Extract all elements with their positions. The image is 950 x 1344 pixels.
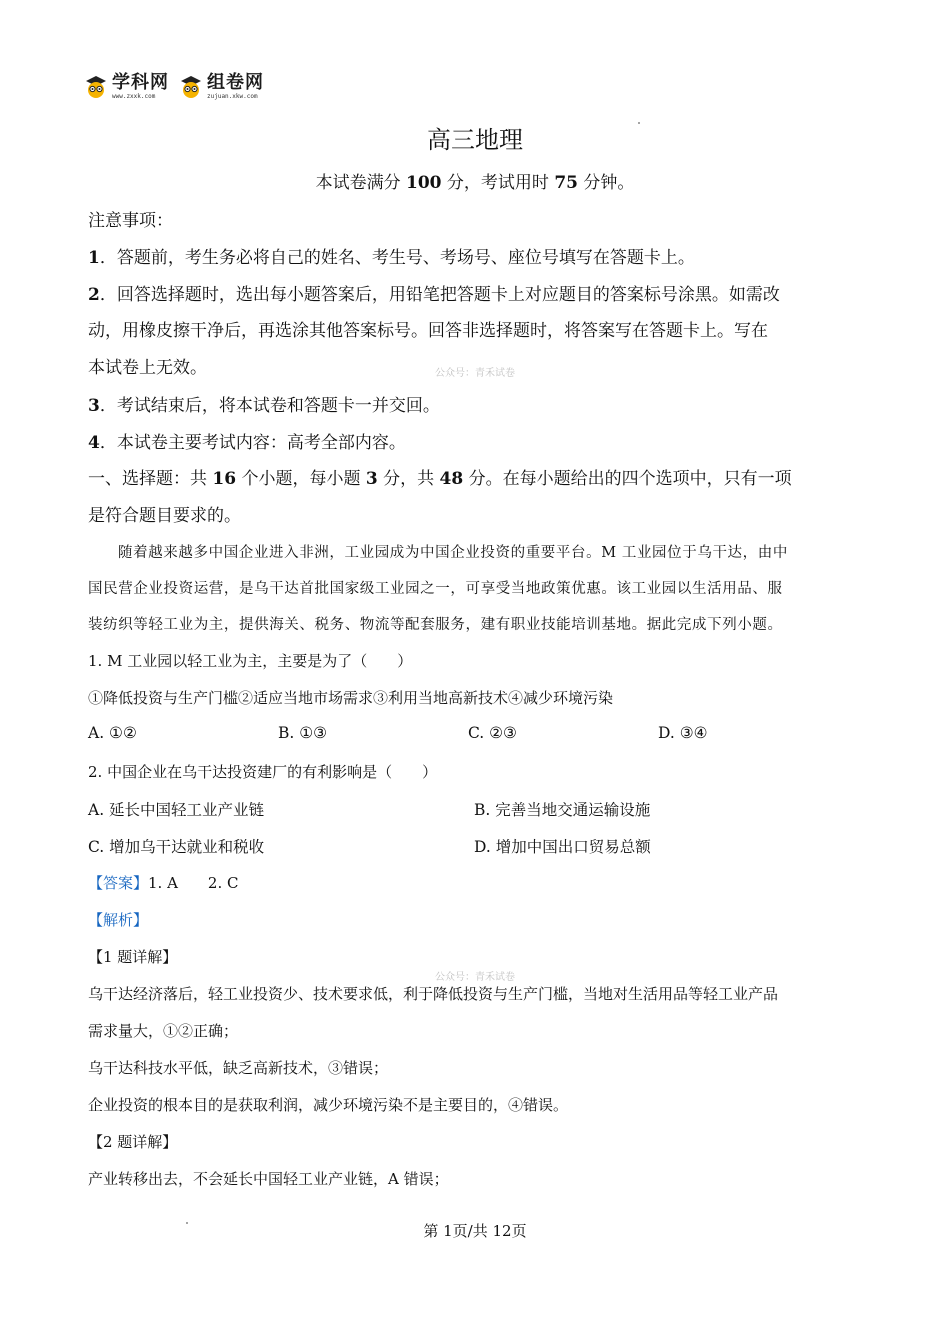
detail-2-tag: 【2 题详解】 <box>88 1133 178 1151</box>
notice-item <box>88 280 780 305</box>
watermark: 公众号：青禾试卷 <box>435 368 515 379</box>
analysis-tag <box>88 909 148 930</box>
detail-line: 需求量大，①②正确； <box>88 1022 239 1040</box>
logo-xueke[interactable] <box>84 74 169 100</box>
exam-info-text: 分，考试用时 <box>441 173 555 193</box>
notice-number: 2 <box>88 285 100 305</box>
detail-line: 产业转移出去，不会延长中国轻工业产业链，A 错误； <box>88 1170 449 1188</box>
notice-item <box>88 391 440 416</box>
logo-name: 组卷网 <box>207 72 264 93</box>
full-score: 100 <box>406 173 442 193</box>
watermark: 公众号：青禾试卷 <box>435 972 515 983</box>
section-text: 分。在每小题给出的四个选项中，只有一项 <box>463 469 792 489</box>
question-1-statements: ①降低投资与生产门槛②适应当地市场需求③利用当地高新技术④减少环境污染 <box>88 689 614 707</box>
page-title: 高三地理 <box>427 126 523 154</box>
option-c[interactable]: C. ②③ <box>468 724 517 742</box>
option-d[interactable]: D. 增加中国出口贸易总额 <box>474 838 651 856</box>
notice-text: ．本试卷主要考试内容：高考全部内容。 <box>99 433 406 453</box>
option-b[interactable]: B. 完善当地交通运输设施 <box>474 801 651 819</box>
logo-zujuan[interactable] <box>179 74 264 100</box>
question-1-options <box>88 724 848 742</box>
logo-url: www.zxxk.com <box>112 93 156 100</box>
option-c[interactable]: C. 增加乌干达就业和税收 <box>88 838 265 856</box>
question-2-stem: 2. 中国企业在乌干达投资建厂的有利影响是（ ） <box>88 763 438 781</box>
section-text: 分，共 <box>377 469 440 489</box>
detail-1-tag: 【1 题详解】 <box>88 948 178 966</box>
points-total: 48 <box>439 469 464 489</box>
graduate-face-icon <box>179 75 203 99</box>
graduate-face-icon <box>84 75 108 99</box>
question-2-options <box>88 798 860 820</box>
exam-time: 75 <box>554 173 578 193</box>
notice-item-continued: 动，用橡皮擦干净后，再选涂其他答案标号。回答非选择题时，将答案写在答题卡上。写在 <box>88 321 768 341</box>
passage-line: 装纺织等轻工业为主，提供海关、税务、物流等配套服务，建有职业技能培训基地。据此完成下列小题。 <box>88 617 783 633</box>
notice-text: ．回答选择题时，选出每小题答案后，用铅笔把答题卡上对应题目的答案标号涂黑。如需改 <box>99 285 780 305</box>
section-text: 一、选择题：共 <box>88 469 213 489</box>
notice-number: 4 <box>88 433 100 453</box>
header-logos <box>84 74 264 100</box>
exam-info-text: 本试卷满分 <box>315 173 406 193</box>
section-heading <box>88 464 792 489</box>
exam-info <box>0 168 950 193</box>
notice-heading: 注意事项： <box>88 211 173 231</box>
notice-number: 1 <box>88 248 100 268</box>
question-count: 16 <box>212 469 237 489</box>
notice-number: 3 <box>88 396 100 416</box>
option-a[interactable]: A. 延长中国轻工业产业链 <box>88 801 265 819</box>
notice-text: ．答题前，考生务必将自己的姓名、考生号、考场号、座位号填写在答题卡上。 <box>99 248 695 268</box>
option-a[interactable]: A. ①② <box>88 724 137 742</box>
logo-name: 学科网 <box>112 72 169 93</box>
answer-line <box>88 872 239 893</box>
notice-text: ．考试结束后，将本试卷和答题卡一并交回。 <box>99 396 440 416</box>
exam-info-text: 分钟。 <box>577 173 635 193</box>
points-each: 3 <box>365 469 378 489</box>
detail-line: 乌干达经济落后，轻工业投资少、技术要求低，利于降低投资与生产门槛，当地对生活用品等轻工业产品 <box>88 985 779 1003</box>
answer-text: 1. A 2. C <box>148 874 239 892</box>
answer-tag: 【答案】 <box>88 874 149 892</box>
option-d[interactable]: D. ③④ <box>658 724 708 742</box>
analysis-tag-text: 【解析】 <box>88 911 149 929</box>
question-2-options <box>88 835 860 857</box>
page-footer: 第 1页/共 12页 <box>423 1222 527 1240</box>
passage-line: 国民营企业投资运营，是乌干达首批国家级工业园之一，可享受当地政策优惠。该工业园以生活用品、服 <box>88 581 783 597</box>
detail-line: 乌干达科技水平低，缺乏高新技术，③错误； <box>88 1059 389 1077</box>
section-text: 个小题，每小题 <box>236 469 366 489</box>
notice-item <box>88 243 695 268</box>
notice-item <box>88 428 406 453</box>
question-1-stem: 1. M 工业园以轻工业为主，主要是为了（ ） <box>88 652 413 670</box>
option-b[interactable]: B. ①③ <box>278 724 328 742</box>
detail-line: 企业投资的根本目的是获取利润，减少环境污染不是主要目的，④错误。 <box>88 1096 569 1114</box>
section-heading-continued: 是符合题目要求的。 <box>88 506 241 526</box>
passage-line: 随着越来越多中国企业进入非洲，工业园成为中国企业投资的重要平台。M 工业园位于乌干达，由中 <box>118 545 788 561</box>
logo-url: zujuan.xkw.com <box>207 93 258 100</box>
notice-item-continued: 本试卷上无效。 <box>88 358 207 378</box>
